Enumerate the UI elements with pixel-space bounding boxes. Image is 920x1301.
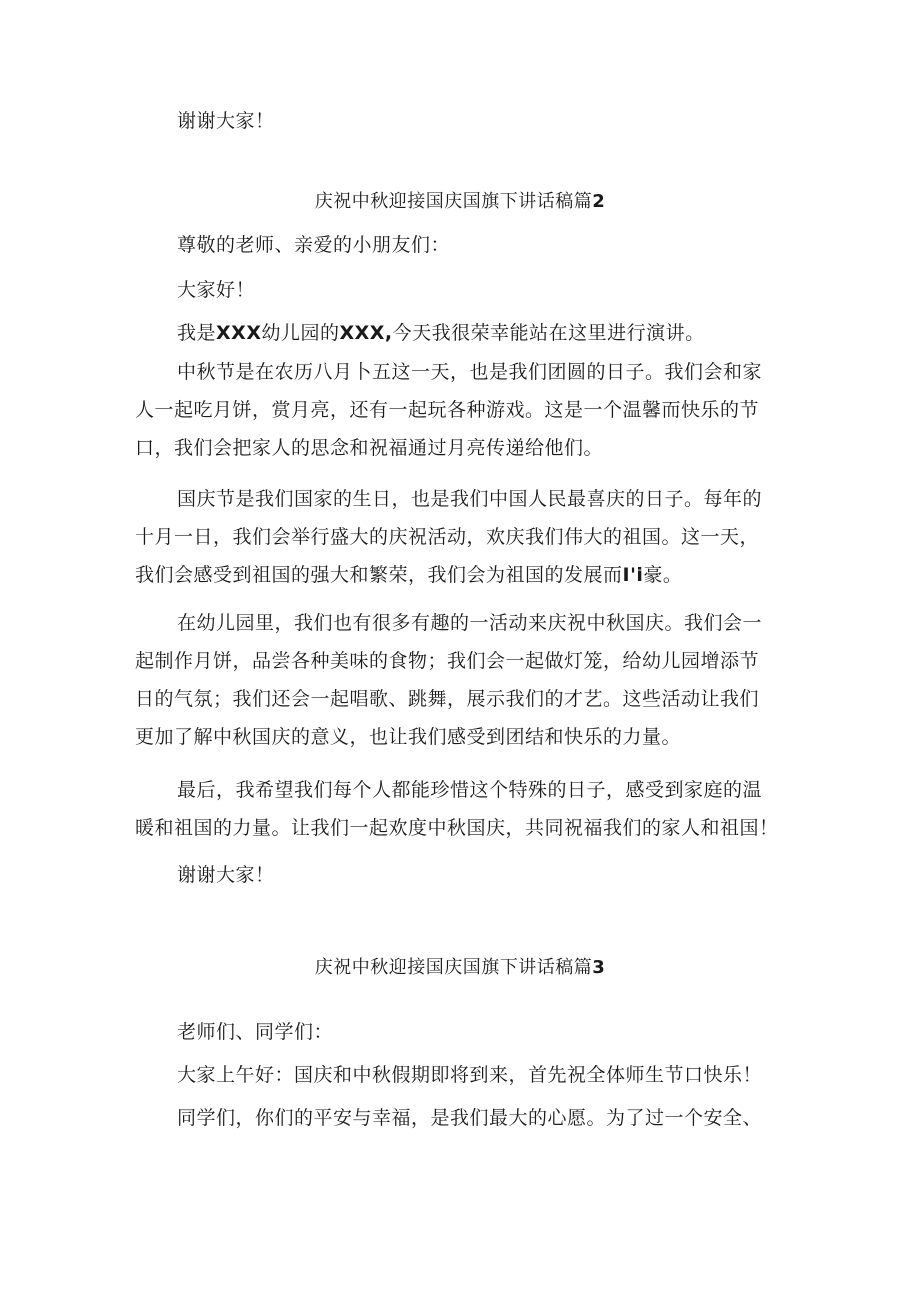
intro-placeholder-1: XXX [216, 322, 262, 344]
section3-heading [135, 953, 785, 983]
paragraph-line: 大家上午好：国庆和中秋假期即将到来，首先祝全体师生节口快乐！ [177, 1064, 763, 1086]
garbled-glyph: I'i [622, 564, 644, 586]
paragraph-line: 口，我们会把家人的思念和祝福通过月亮传递给他们。 [135, 437, 604, 459]
intro-part-b: 幼儿园的 [261, 322, 340, 344]
paragraph-line: 暖和祖国的力量。让我们一起欢度中秋国庆，共同祝福我们的家人和祖国！ [135, 817, 779, 839]
intro-closing: 谢谢大家！ [177, 110, 275, 132]
section2-paragraph-2 [135, 480, 785, 594]
paragraph-line [135, 556, 785, 594]
section3-paragraph-1 [135, 1056, 785, 1094]
section3-heading-text: 庆祝中秋迎接国庆国旗下讲话稿篇 [314, 957, 593, 978]
paragraph-line: 更加了解中秋国庆的意义，也让我们感受到团结和快乐的力量。 [135, 726, 682, 748]
paragraph-line-end: 豪。 [643, 564, 683, 586]
section2-paragraph-1 [135, 353, 785, 467]
section2-hello: 大家好！ [177, 279, 256, 301]
paragraph-line: 中秋节是在农历八月卜五这一天，也是我们团圆的日子。我们会和家 [177, 361, 763, 383]
paragraph-line-text: 我们会感受到祖国的强大和繁荣，我们会为祖国的发展而 [135, 564, 623, 586]
paragraph-line: 日的气氛；我们还会一起唱歌、跳舞，展示我们的才艺。这些活动让我们 [135, 688, 760, 710]
section2-closing: 谢谢大家！ [177, 864, 275, 886]
section2-intro [135, 314, 785, 352]
section3-paragraph-2: 同学们，你们的平安与幸福，是我们最大的心愿。为了过一个安全、 [177, 1107, 763, 1129]
section2-paragraph-4 [135, 771, 785, 847]
section3-heading-number: 3 [592, 957, 606, 978]
paragraph-line: 人一起吃月饼，赏月亮，还有一起玩各种游戏。这是一个温馨而快乐的节 [135, 399, 760, 421]
section2-heading-text: 庆祝中秋迎接国庆国旗下讲话稿篇 [314, 191, 593, 212]
section3-greeting: 老师们、同学们： [177, 1021, 334, 1043]
section2-heading [135, 187, 785, 217]
intro-part-a: 我是 [177, 322, 217, 344]
section2-greeting: 尊敬的老师、亲爱的小朋友们： [177, 234, 451, 256]
paragraph-line: 国庆节是我们国家的生日，也是我们中国人民最喜庆的日子。每年的 [177, 488, 763, 510]
section2-paragraph-3 [135, 604, 785, 756]
paragraph-line: 起制作月饼，品尝各种美味的食物；我们会一起做灯笼，给幼儿园增添节 [135, 650, 760, 672]
paragraph-line: 最后，我希望我们每个人都能珍惜这个特殊的日子，感受到家庭的温 [177, 779, 763, 801]
section2-heading-number: 2 [592, 191, 606, 212]
intro-placeholder-2: XXX, [339, 322, 393, 344]
paragraph-line: 在幼儿园里，我们也有很多有趣的一活动来庆祝中秋国庆。我们会一 [177, 612, 763, 634]
intro-part-c: 今天我很荣幸能站在这里进行演讲。 [392, 322, 705, 344]
paragraph-line: 十月一日，我们会举行盛大的庆祝活动，欢庆我们伟大的祖国。这一天， [135, 526, 760, 548]
